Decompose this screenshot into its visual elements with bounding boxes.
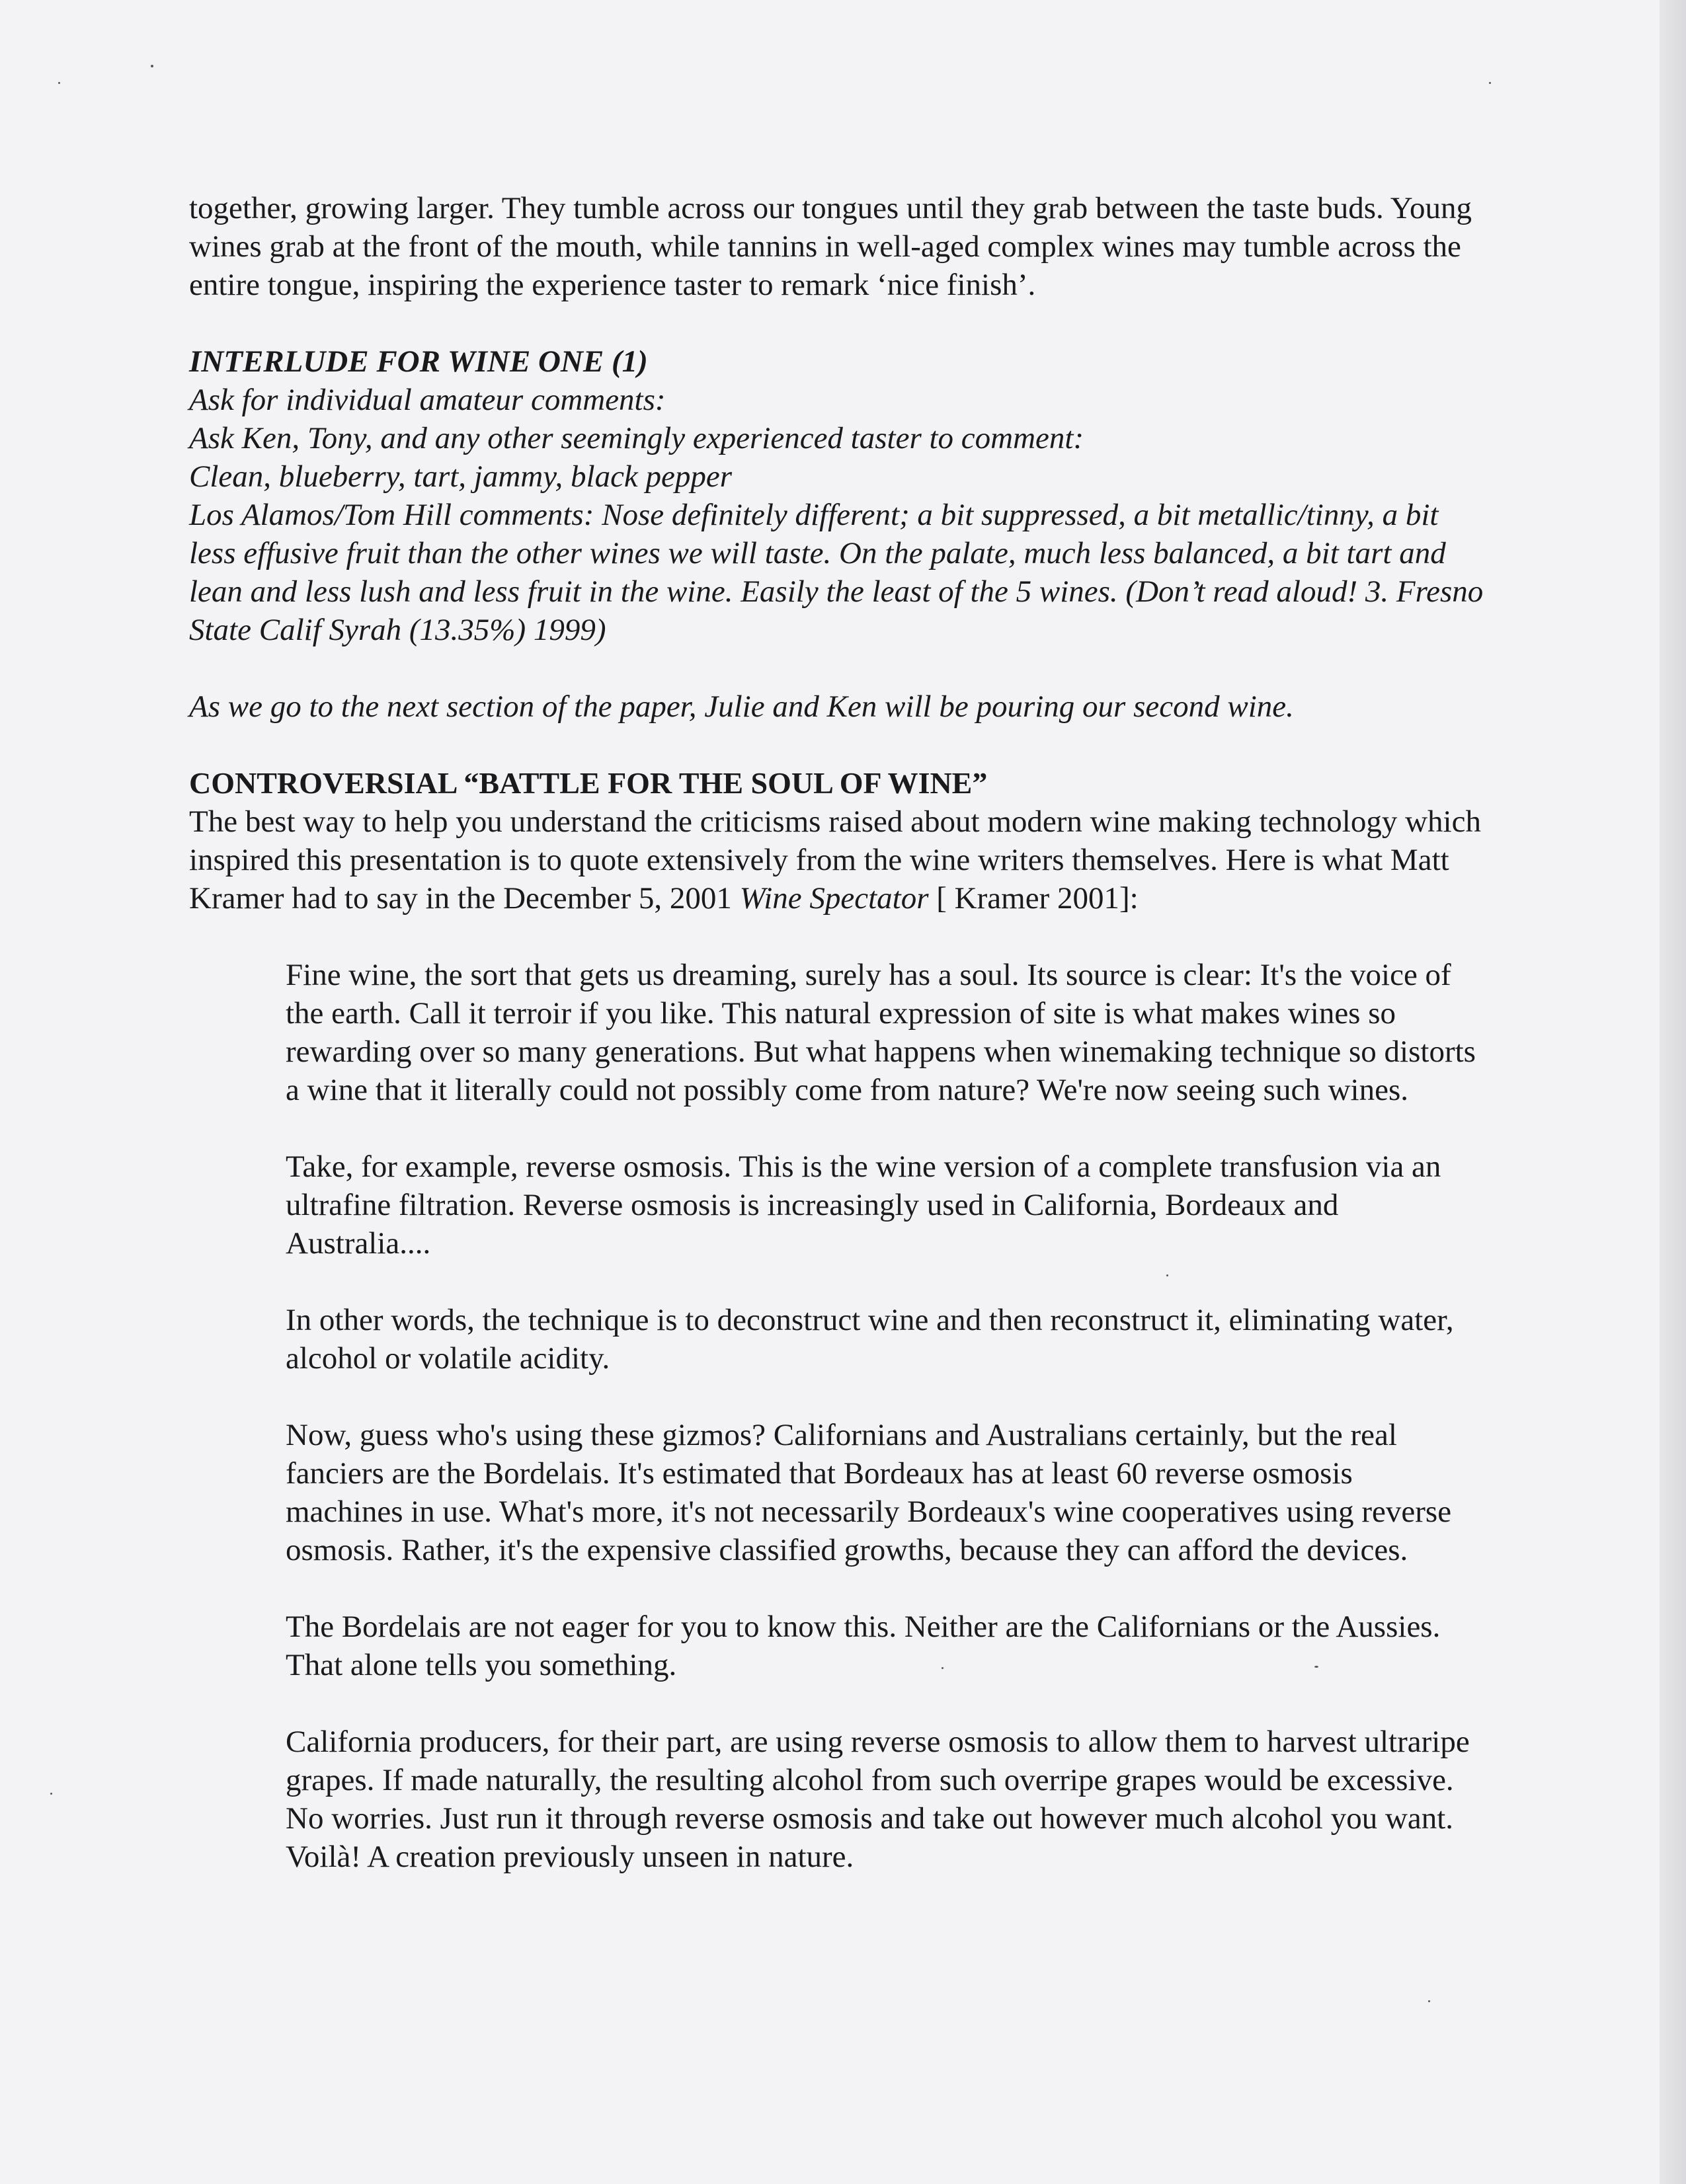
scan-speck bbox=[1166, 1274, 1168, 1276]
section-intro bbox=[189, 802, 1485, 917]
interlude-line: Los Alamos/Tom Hill comments: Nose definitely different; a bit suppressed, a bit metallic/tinny, a bit less effusive fruit than the other wines we will taste. On the palate, much less balanced, a bit tart and lean and less lush and less fruit in the wine. Easily the least of the 5 wines. (Don’t read aloud! 3. Fresno State Calif Syrah (13.35%) 1999) bbox=[189, 498, 1484, 647]
block-quote bbox=[286, 956, 1476, 1876]
scan-speck bbox=[1428, 2000, 1430, 2002]
section-heading: CONTROVERSIAL “BATTLE FOR THE SOUL OF WINE” bbox=[189, 766, 988, 800]
citation-text: [ Kramer 2001]: bbox=[928, 881, 1139, 916]
quote-paragraph: Fine wine, the sort that gets us dreaming, surely has a soul. Its source is clear: It's the voice of the earth. Call it terroir if you like. This natural expression of site is what makes wines so rewarding over so many generations. But what happens when winemaking technique so distorts a wine that it literally could not possibly come from nature? We're now seeing such wines. bbox=[286, 958, 1476, 1107]
quote-paragraph: In other words, the technique is to deconstruct wine and then reconstruct it, eliminating water, alcohol or volatile acidity. bbox=[286, 1303, 1454, 1376]
scan-speck bbox=[942, 1667, 943, 1669]
scan-speck bbox=[58, 82, 60, 84]
interlude-transition: As we go to the next section of the paper, Julie and Ken will be pouring our second wine. bbox=[189, 689, 1294, 724]
interlude-line: Ask Ken, Tony, and any other seemingly experienced taster to comment: bbox=[189, 421, 1084, 455]
intro-text: The best way to help you understand the criticisms raised about modern wine making technology which inspired this presentation is to quote extensively from the wine writers themselves. Here is what Matt Kramer had to say in the December 5, 2001 bbox=[189, 804, 1481, 916]
scan-speck bbox=[1489, 82, 1491, 84]
interlude-line: Clean, blueberry, tart, jammy, black pepper bbox=[189, 459, 733, 494]
page-edge-shadow bbox=[1660, 0, 1686, 2184]
interlude-section bbox=[189, 342, 1485, 726]
quote-paragraph: California producers, for their part, are using reverse osmosis to allow them to harvest ultraripe grapes. If made naturally, the resulting alcohol from such overripe grapes would be excessive. No worries. Just run it through reverse osmosis and take out however much alcohol you want. Voilà! A creation previously unseen in nature. bbox=[286, 1725, 1470, 1874]
interlude-line: Ask for individual amateur comments: bbox=[189, 383, 666, 417]
quote-paragraph: Now, guess who's using these gizmos? Californians and Australians certainly, but the real fanciers are the Bordelais. It's estimated that Bordeaux has at least 60 reverse osmosis machines in use. What's more, it's not necessarily Bordeaux's wine cooperatives using reverse osmosis. Rather, it's the expensive classified growths, because they can afford the devices. bbox=[286, 1418, 1452, 1567]
controversial-section bbox=[189, 764, 1485, 917]
document-body bbox=[189, 189, 1485, 1914]
quote-paragraph: Take, for example, reverse osmosis. This is the wine version of a complete transfusion via an ultrafine filtration. Reverse osmosis is increasingly used in California, Bordeaux and Australia.... bbox=[286, 1150, 1441, 1261]
interlude-heading: INTERLUDE FOR WINE ONE (1) bbox=[189, 344, 648, 379]
scan-speck bbox=[151, 65, 153, 67]
publication-title: Wine Spectator bbox=[739, 881, 929, 916]
quote-paragraph: The Bordelais are not eager for you to know this. Neither are the Californians or the Aussies. That alone tells you something. bbox=[286, 1610, 1441, 1682]
scan-speck bbox=[1314, 1666, 1318, 1668]
scan-speck bbox=[50, 1793, 52, 1795]
continued-paragraph: together, growing larger. They tumble across our tongues until they grab between the taste buds. Young wines grab at the front of the mouth, while tannins in well-aged complex wines may tumble across the entire tongue, inspiring the experience taster to remark ‘nice finish’. bbox=[189, 191, 1472, 302]
